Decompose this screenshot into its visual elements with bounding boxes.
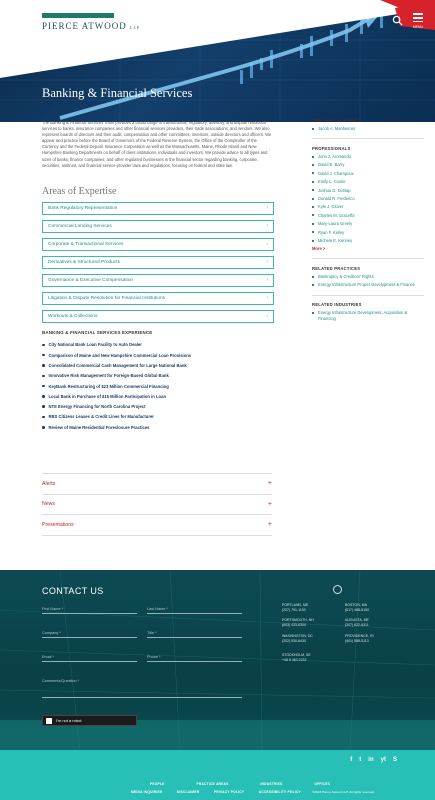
office-city: STOCKHOLM, SE [282,653,311,657]
office-phone: (207) 622-6311 [345,622,369,627]
last-name-placeholder: Last Name * [147,607,168,611]
bullet-icon [312,128,314,130]
chevron-right-icon: › [266,241,268,248]
phone-field[interactable] [147,652,242,662]
chevron-right-icon: › [266,313,268,320]
bullet-icon [312,214,314,216]
bullet-icon [42,354,45,357]
menu-label: MENU [412,24,423,29]
person-name[interactable]: Charles M. Graceffa [318,212,355,218]
section-label: Alerts [42,480,56,487]
person-name[interactable]: Donald R. Frederico [318,195,355,201]
contact-heading: CONTACT US [42,586,104,596]
footer-link-practice-areas[interactable]: PRACTICE AREAS [196,782,229,786]
office-phone: (617) 488-8100 [345,607,369,612]
professional-link[interactable] [312,238,424,243]
first-name-placeholder: First Name * [42,607,64,611]
professional-link[interactable] [312,188,424,193]
bullet-icon [312,198,314,200]
professional-link[interactable] [312,154,424,159]
chevron-right-icon: › [266,259,268,266]
office-city: WASHINGTON, DC [282,634,313,638]
practice-name[interactable]: Bankruptcy & Creditors' Rights [318,274,374,280]
professional-link[interactable] [312,171,424,176]
experience-item[interactable] [42,350,274,360]
professionals-heading: PROFESSIONALS [312,146,351,151]
search-icon[interactable] [392,15,403,26]
plus-icon: + [267,500,272,508]
recaptcha-checkbox[interactable] [46,718,52,724]
professional-link[interactable] [312,221,424,226]
office-phone: +46 8 463 2232 [282,657,307,662]
office-washington[interactable] [282,634,313,643]
office-phone: (202) 530-6430 [282,638,306,643]
recaptcha-label: I'm not a robot [56,718,82,723]
expertise-item-label: Workouts & Collections [48,313,98,319]
expertise-item-bank-regulatory[interactable] [42,202,274,215]
related-practice-link[interactable] [312,282,424,287]
copyright-text: ©2023 Pierce Atwood LLP. All rights reserved. [312,790,375,794]
bullet-icon [42,405,45,408]
office-phone: (207) 791-1100 [282,607,306,612]
professionals-list [312,154,424,243]
bullet-icon [42,344,45,347]
location-pin-icon [333,585,342,594]
social-links [350,757,397,763]
plus-icon: + [267,521,272,529]
professional-link[interactable] [312,230,424,235]
office-portland[interactable] [282,603,308,612]
bullet-icon [312,312,314,314]
experience-link[interactable]: Comparison of Maine and New Hampshire Commercial Loan Provisions [48,352,192,358]
footer-link-media-inquiries[interactable]: MEDIA INQUIRIES [131,790,163,794]
recaptcha-widget[interactable] [42,715,137,726]
person-name[interactable]: David E. Barry [318,162,345,168]
experience-item[interactable] [42,371,274,381]
last-name-field[interactable] [147,604,242,614]
person-name[interactable]: David J. Champoux [318,170,354,176]
contact-section [0,570,435,750]
logo-text: PIERCE ATWOOD LLP [42,21,141,31]
experience-link[interactable]: KeyBank Restructuring of $23 Million Commercial Financing [48,383,169,389]
more-professionals-link[interactable]: More > [312,246,326,252]
experience-link[interactable]: NTE Energy Financing for North Carolina Project [48,404,146,410]
twitter-icon[interactable]: t [359,757,362,763]
chevron-right-icon: › [266,277,268,284]
title-field[interactable] [147,628,242,638]
expertise-item-label: Litigation & Dispute Resolution for Financial Institutions [48,295,166,301]
logo-bar [42,13,114,18]
experience-item[interactable] [42,360,274,370]
bullet-icon [312,206,314,208]
bullet-icon [312,164,314,166]
experience-list [42,340,274,433]
office-city: BOSTON, MA [345,603,367,607]
footer-link-offices[interactable]: OFFICES [314,782,330,786]
experience-link[interactable]: Local Bank in Purchase of $15 Million Participation in Loan [48,393,167,399]
site-footer [0,750,435,800]
related-practices-heading: RELATED PRACTICES [312,266,361,272]
bullet-icon [312,181,314,183]
page-title: Banking & Financial Services [42,86,193,100]
facebook-icon[interactable]: f [350,757,353,763]
section-label: News [42,501,55,508]
title-placeholder: Title * [147,631,157,635]
expertise-item-label: Corporate & Transactional Services [48,241,124,247]
expertise-item-litigation[interactable] [42,292,274,305]
related-industries-list [312,310,424,320]
hero-banner [0,0,435,122]
professional-link[interactable] [312,162,424,167]
email-placeholder: Email * [42,655,55,659]
footer-link-privacy-policy[interactable]: PRIVACY POLICY [213,790,245,794]
office-city: AUGUSTA, ME [345,618,369,622]
bullet-icon [312,223,314,225]
bullet-icon [312,189,314,191]
practice-leaders-heading: PRACTICE LEADERS [312,118,358,123]
person-name[interactable]: Joshua D. Dunlap [318,187,351,193]
professional-link[interactable] [312,213,424,218]
divider [312,138,424,139]
experience-item[interactable] [42,340,274,350]
experience-item[interactable] [42,391,274,401]
expertise-item-commercial-lending[interactable] [42,220,274,233]
section-presentations[interactable] [42,515,272,536]
section-alerts[interactable] [42,474,272,495]
main-content [42,120,274,432]
expertise-item-label: Bank Regulatory Representation [48,205,118,211]
experience-item[interactable] [42,381,274,391]
bullet-icon [312,276,314,278]
related-industries-heading: RELATED INDUSTRIES [312,302,362,308]
bullet-icon [42,385,45,388]
practice-name[interactable]: Energy Infrastructure Project Development & Finance [318,282,415,288]
menu-button[interactable] [413,12,423,29]
chevron-right-icon: › [266,205,268,212]
linkedin-icon[interactable]: in [368,757,374,763]
footer-link-people[interactable]: PEOPLE [150,782,165,786]
collapsible-sections [42,473,272,536]
expertise-item-label: Governance & Executive Compensation [48,277,134,283]
experience-item[interactable] [42,422,274,432]
pierce-atwood-logo[interactable] [42,13,141,31]
comments-field[interactable] [42,676,242,698]
person-name[interactable]: Michele E. Kenney [318,237,353,243]
related-industry-link[interactable] [312,310,424,320]
footer-link-accessibility-policy[interactable]: ACCESSIBILITY POLICY [258,790,301,794]
header-icons [392,12,423,29]
phone-placeholder: Phone * [147,655,161,659]
office-phone: (401) 588-5113 [345,638,369,643]
person-name[interactable]: Kyle J. Glover [318,204,344,210]
footer-link-industries[interactable]: INDUSTRIES [260,782,283,786]
professional-link[interactable] [312,196,424,201]
bullet-icon [312,172,314,174]
bullet-icon [42,375,45,378]
person-name[interactable]: Emily L. Cooke [318,179,346,185]
office-city: PROVIDENCE, RI [345,634,374,638]
footer-primary-nav [150,782,330,786]
related-practices-list [312,274,424,288]
experience-link[interactable]: City National Bank Loan Facility to Auto Dealer [48,342,142,348]
areas-of-expertise-list [42,202,274,323]
menu-icon-line [413,17,423,19]
expertise-item-label: Commercial Lending Services [48,223,112,229]
menu-icon-line [413,13,423,15]
person-name[interactable]: Ryan F. Kelley [318,229,345,235]
practice-leader-link[interactable] [312,126,424,131]
experience-link[interactable]: Innovative Risk Management for Foreign-Based Global Bank [48,373,169,379]
plus-icon: + [267,480,272,488]
section-label: Presentations [42,521,74,528]
expertise-item-governance[interactable] [42,274,274,287]
sidebar [312,118,424,324]
company-field[interactable] [42,628,137,638]
person-name[interactable]: Jacob A. Manheimer [318,126,356,131]
office-augusta[interactable] [345,618,369,627]
office-boston[interactable] [345,603,369,612]
bullet-icon [312,240,314,242]
professional-link[interactable] [312,179,424,184]
experience-link[interactable]: Review of Maine Residential Foreclosure Practices [48,424,150,430]
skype-icon[interactable]: S [392,757,397,763]
bullet-icon [312,284,314,286]
email-field[interactable] [42,652,137,662]
expertise-item-workouts[interactable] [42,310,274,323]
bullet-icon [42,426,45,429]
experience-link[interactable]: RBS Citizens Leases & Credit Lines for Manufacturer [48,414,154,420]
first-name-field[interactable] [42,604,137,614]
divider [312,295,424,296]
intro-paragraph: The Banking & Financial Services Team provides a broad range of transactional, regulatory, advisory, and dispute resolution services to banks, insurance companies and other financial services providers, their trade associations, and vendors. We also represent boards of directors and their audit, compensation and other committees, investors, outside directors and officers. We appear and practice before the Board of Governors of the Federal Reserve System, the Office of the Comptroller of the Currency and the Federal Deposit Insurance Corporation as well as the Massachusetts, Maine, Rhode Island and New Hampshire Banking Departments on behalf of client institutions, individuals and investors. We provide advice to all types and sizes of banks, finance companies, and other regulated businesses in the financial sector regarding banking, corporate, securities, antitrust, and financial service provider laws and regulations, focusing on federal and state law. [42,120,272,168]
experience-link[interactable]: Consolidated Commercial Cash Management for Large National Bank [48,362,187,368]
bullet-icon [42,416,45,419]
bullet-icon [312,156,314,158]
youtube-icon[interactable]: yt [380,757,386,763]
footer-secondary-nav [131,790,301,794]
comments-placeholder: Comments/Question * [42,679,80,683]
experience-heading: BANKING & FINANCIAL SERVICES EXPERIENCE [42,329,153,335]
professional-link[interactable] [312,204,424,209]
person-name[interactable]: John J. Aromando [318,154,351,159]
person-name[interactable]: Mary-Laura Greely [318,221,353,227]
office-city: PORTLAND, ME [282,603,309,607]
office-phone: (603) 433-6300 [282,622,306,627]
bullet-icon [42,364,45,367]
company-placeholder: Company * [42,631,61,635]
expertise-item-derivatives[interactable] [42,256,274,269]
office-city: PORTSMOUTH, NH [282,618,314,622]
menu-icon-line [413,21,423,23]
office-providence[interactable] [345,634,374,643]
divider [312,258,424,259]
experience-item[interactable] [42,412,274,422]
expertise-item-corporate-transactional[interactable] [42,238,274,251]
related-practice-link[interactable] [312,274,424,279]
chevron-right-icon: › [266,295,268,302]
section-news[interactable] [42,495,272,516]
industry-name[interactable]: Energy Infrastructure Development, Acquisition & Financing [318,310,408,321]
footer-link-disclaimer[interactable]: DISCLAIMER [176,790,200,794]
experience-item[interactable] [42,402,274,412]
expertise-item-label: Derivatives & Structured Products [48,259,120,265]
areas-of-expertise-heading: Areas of Expertise [42,185,117,197]
bullet-icon [42,395,45,398]
practice-leaders-list [312,126,424,131]
bullet-icon [312,231,314,233]
chevron-right-icon: › [266,223,268,230]
office-portsmouth[interactable] [282,618,314,627]
office-stockholm[interactable] [282,653,311,662]
